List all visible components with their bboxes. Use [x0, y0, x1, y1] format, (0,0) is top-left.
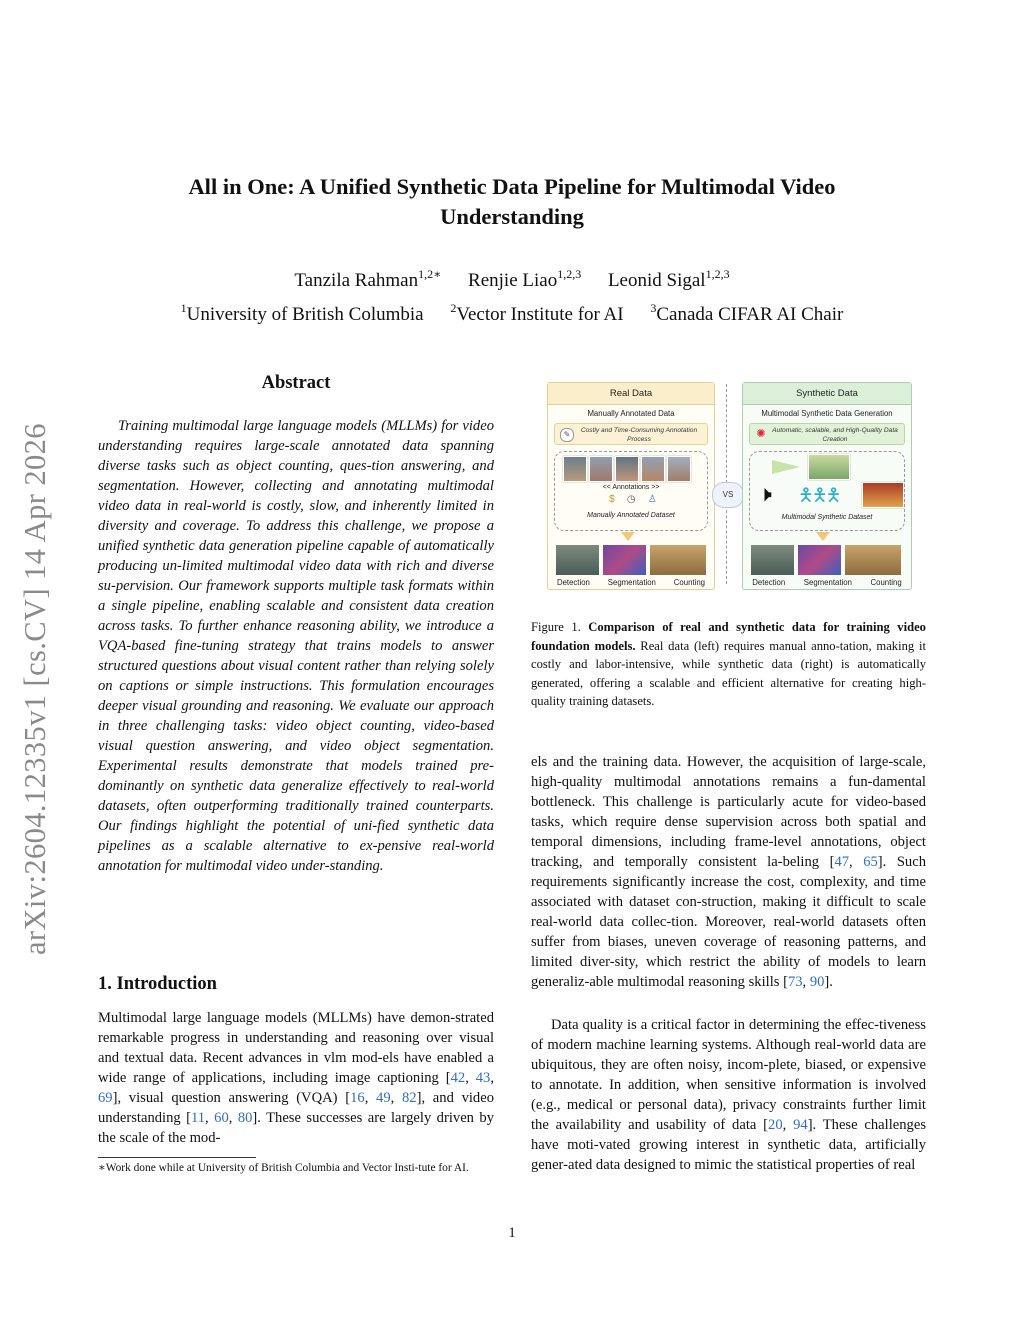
- citation-link[interactable]: 65: [863, 854, 878, 870]
- real-data-subtitle: Manually Annotated Data: [587, 409, 675, 418]
- task-label: Detection: [752, 578, 786, 587]
- figure-1: [544, 380, 914, 592]
- arxiv-stamp: arXiv:2604.12335v1 [cs.CV] 14 Apr 2026: [18, 423, 52, 955]
- abstract-text: Training multimodal large language models (MLLMs) for video understanding requires large-scale annotated data spanning diverse tasks such as object counting, ques-tion answering, and segmentation. However, collecting and annotating multimodal video data in real-world is costly, slow, and inherently limited in diversity and coverage. To address this challenge, we propose a unified synthetic data generation pipeline capable of automatically producing un-limited multimodal video data with rich and diverse su-pervision. Our framework supports multiple task formats within a single pipeline, enabling scalable and consistent data creation across tasks. To further enhance reasoning ability, we introduce a VQA-based fine-tuning strategy that trains models to answer structured questions about visual content rather than relying solely on captions or simple instructions. This formulation encourages deeper visual grounding and reasoning. We evaluate our approach in three challenging tasks: video object counting, video-based visual question answering, and video object segmentation. Experimental results demonstrate that models trained pre-dominantly on synthetic data generalize effectively to real-world datasets, often outperforming traditionally trained counterparts. Our findings highlight the potential of uni-fied synthetic data pipelines as a scalable alternative to ex-pensive real-world annotation for multimodal video under-standing.: [98, 418, 494, 874]
- citation-link[interactable]: 82: [402, 1090, 417, 1106]
- citation-link[interactable]: 90: [809, 974, 825, 990]
- body-paragraph: els and the training data. However, the acquisition of large-scale, high-quality multimodal annotations remains a fun-damental bottleneck. This challenge is particularly acute for video-based tasks, which require dense supervision across both spatial and temporal dimensions, including frame-level annotations, object tracking, and temporally consistent la-beling [47, 65]. Such requirements significantly increase the cost, complexity, and time associated with dataset con-struction, making it difficult to scale real-world data collec-tion. Moreover, real-world datasets often suffer from biases, uneven coverage of reasoning patterns, and limited diver-sity, which restrict the ability of models to learn generaliz-able multimodal reasoning skills [73, 90].: [531, 754, 927, 990]
- author: Tanzila Rahman$^{1,2∗}$: [294, 266, 442, 291]
- body-paragraph: Data quality is a critical factor in determining the effec-tiveness of modern machine learning systems. Although real-world data are ubiquitous, they are often noisy, incom-plete, biased, or expensive to annotate. In addition, when sensitive information is involved (e.g., medical or personal data), privacy constraints further limit the availability and usability of data [20, 94]. These challenges have moti-vated growing interest in synthetic data, artificially gener-ated data designed to mimic the statistical properties of real: [531, 1017, 926, 1173]
- author: Leonid Sigal$^{1,2,3}$: [607, 266, 730, 291]
- synthetic-note-box: [749, 423, 905, 445]
- video-frame-thumbnail: [615, 456, 639, 482]
- task-label: Detection: [556, 578, 590, 587]
- annotation-icons: [603, 494, 663, 508]
- author: Renjie Liao$^{1,2,3}$: [468, 266, 582, 291]
- title-line-2: Understanding: [440, 204, 584, 229]
- vs-badge: VS: [712, 482, 744, 508]
- citation-link[interactable]: 16: [350, 1090, 365, 1106]
- synthetic-figures-image: 🯅🯅🯅: [798, 485, 840, 505]
- task-label: Segmentation: [607, 578, 656, 587]
- citation-link[interactable]: 69: [98, 1090, 113, 1106]
- citation-link[interactable]: 94: [793, 1117, 808, 1133]
- synthetic-dataset-label: Multimodal Synthetic Dataset: [781, 514, 873, 521]
- citation-link[interactable]: 43: [475, 1070, 491, 1086]
- real-note-text: Costly and Time-Consuming Annotation Process: [580, 427, 698, 443]
- affiliation: $^3$Canada CIFAR AI Chair: [650, 300, 844, 325]
- title-line-1: All in One: A Unified Synthetic Data Pipeline for Multimodal Video: [188, 174, 836, 199]
- person-icon: ♙: [647, 494, 657, 505]
- real-dataset-label: Manually Annotated Dataset: [587, 512, 675, 519]
- star-burst-icon: ✺: [756, 428, 766, 440]
- abstract-heading: Abstract: [261, 373, 331, 393]
- synthetic-generation-area: [749, 451, 905, 531]
- citation-link[interactable]: 11: [190, 1110, 206, 1126]
- task-label: Segmentation: [803, 578, 852, 587]
- synthetic-data-panel: [742, 382, 912, 590]
- author-list: [130, 266, 894, 296]
- real-note-box: [554, 423, 708, 445]
- synthetic-data-title: Synthetic Data: [743, 383, 911, 405]
- video-frame-thumbnail: [589, 456, 613, 482]
- synthetic-note-text: Automatic, scalable, and High-Quality Data Creation: [772, 427, 898, 443]
- video-frame-thumbnail: [667, 456, 691, 482]
- affiliation: $^2$Vector Institute for AI: [450, 300, 624, 325]
- down-arrow-icon: [816, 532, 830, 541]
- page-number: 1: [508, 1225, 516, 1241]
- paper-title: [130, 172, 894, 232]
- counting-sample-image: [650, 545, 706, 575]
- intro-paragraph: Multimodal large language models (MLLMs) have demon-strated remarkable progress in understanding and reasoning over visual and textual data. Recent advances in vlm mod-els have enabled a wide range of applications, including image captioning [42, 43, 69], visual question answering (VQA) [16, 49, 82], and video understanding [11, 60, 80]. These successes are largely driven by the scale of the mod-: [98, 1010, 495, 1146]
- right-arrow-icon: [772, 460, 800, 474]
- timer-icon: ◷: [626, 494, 636, 505]
- synthetic-scene-thumbnail: [862, 482, 904, 508]
- speaker-icon: 🕨: [758, 481, 772, 506]
- citation-link[interactable]: 42: [450, 1070, 466, 1086]
- citation-link[interactable]: 47: [834, 854, 850, 870]
- video-frame-thumbnail: [563, 456, 587, 482]
- detection-sample-image: [751, 545, 794, 575]
- warning-icon: ✎: [560, 428, 574, 442]
- real-data-panel: [547, 382, 715, 590]
- counting-sample-image: [845, 545, 901, 575]
- real-annotation-area: [554, 451, 708, 531]
- real-data-title: Real Data: [548, 383, 714, 405]
- footnote: ∗Work done while at University of British Columbia and Vector Insti-tute for AI.: [98, 1162, 469, 1174]
- task-label: Counting: [673, 578, 706, 587]
- citation-link[interactable]: 73: [787, 974, 803, 990]
- real-task-labels: [548, 578, 714, 587]
- synthetic-task-labels: [743, 578, 911, 587]
- affiliation-list: [100, 300, 924, 330]
- down-arrow-icon: [621, 532, 635, 541]
- footnote-rule: [98, 1157, 256, 1158]
- annotations-label: << Annotations >>: [602, 484, 660, 491]
- figure-caption: Figure 1. Comparison of real and synthetic data for training video foundation models. Real data (left) requires manual anno-tation, making it costly and labor-intensive, while synthetic data (right) is automatically generated, offering a scalable and efficient alternative for creating high-quality training datasets.: [531, 620, 926, 708]
- citation-link[interactable]: 80: [237, 1110, 253, 1126]
- segmentation-sample-image: [603, 545, 646, 575]
- citation-link[interactable]: 60: [214, 1110, 229, 1126]
- detection-sample-image: [556, 545, 599, 575]
- money-icon: $: [609, 494, 615, 505]
- synthetic-data-subtitle: Multimodal Synthetic Data Generation: [761, 409, 893, 418]
- citation-link[interactable]: 20: [768, 1117, 783, 1133]
- synthetic-video-thumbnail: [808, 454, 850, 480]
- citation-link[interactable]: 49: [376, 1090, 391, 1106]
- segmentation-sample-image: [798, 545, 841, 575]
- task-label: Counting: [870, 578, 902, 587]
- affiliation: $^1$University of British Columbia: [180, 300, 424, 325]
- intro-heading: 1. Introduction: [98, 974, 217, 994]
- video-frame-thumbnail: [641, 456, 665, 482]
